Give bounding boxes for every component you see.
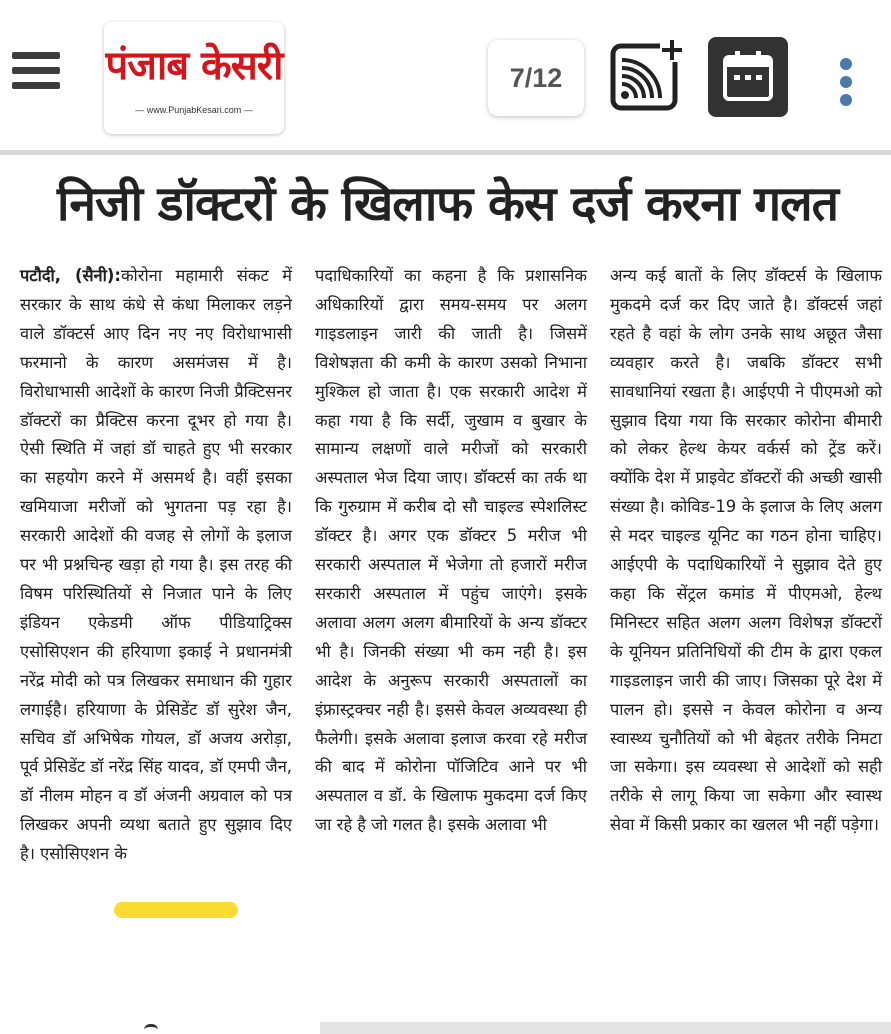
column-1-body: कोरोना महामारी संकट में सरकार के साथ कंधे से कंधा मिलाकर लड़ने वाले डॉक्टर्स आए दिन नए नए विरोधाभासी फरमानो के कारण असमंजस में है। विरोधाभासी आदेशों के कारण निजी प्रैक्टिसनर डॉक्टरों का प्रैक्टिस करना दूभर हो गया है। ऐसी स्थिति में जहां डॉ चाहते हुए भी सरकार का सहयोग करने में असमर्थ है। वहीं इसका खमियाजा मरीजों को भुगतना पड़ रहा है। सरकारी आदेशों की वजह से लोगों के इलाज पर भी प्रश्नचिन्ह खड़ा हो गया है। इस तरह की विषम परिस्थितियों से निजात पाने के लिए इंडियन एकेडमी ऑफ पीडियाट्रिक्स एसोसिएशन की हरियाणा इकाई ने प्रधानमंत्री नरेंद्र मोदी को पत्र लिखकर समाधान की गुहार लगाईहै। हरियाणा के प्रेसिडेंट डॉ सुरेश जैन, सचिव डॉ अभिषेक गोयल, डॉ अजय अरोड़ा, पूर्व प्रेसिडेंट डॉ नरेंद्र सिंह यादव, डॉ एमपी जैन, डॉ नीलम मोहन व डॉ अंजनी अग्रवाल को पत्र लिखकर अपनी व्यथा बताते हुए सुझाव दिए है। एसोसिएशन के [20,266,293,864]
logo-title: पंजाब केसरी [105,43,283,89]
next-article-fragment [144,1024,158,1034]
menu-line [12,52,60,59]
punjab-kesari-logo[interactable] [104,22,284,134]
logo-url: — www.PunjabKesari.com — [135,105,253,115]
article-headline: निजी डॉक्टरों के खिलाफ केस दर्ज करना गलत [56,176,839,232]
column-3-body: अन्य कई बातों के लिए डॉक्टर्स के खिलाफ मुकदमे दर्ज कर दिए जाते है। डॉक्टर्स जहां रहते है वहां के लोग उनके साथ अछूत जैसा व्यवहार करते है। जबकि डॉक्टर सभी सावधानियां रखता है। आईएपी ने पीएमओ को सुझाव दिया गया कि सरकार कोरोना बीमारी को लेकर हेल्थ केयर वर्कर्स को ट्रेंड करें। क्योंकि देश में प्राइवेट डॉक्टरों की अच्छी खासी संख्या है। कोविड-19 के इलाज के लिए अलग से मदर चाइल्ड यूनिट का गठन होना चाहिए। आईएपी के पदाधिकारियों ने सुझाव देते हुए कहा कि सेंट्रल कमांड में पीएमओ, हेल्थ मिनिस्टर सहित अलग अलग विशेषज्ञ डॉक्टरों के यूनियन प्रतिनिधियों की टीम के द्वारा एकल गाइडलाइन जारी की जाए। जिसका पूरे देश में पालन हो। इससे न केवल कोरोना व अन्य स्वास्थ्य चुनौतियों को भी बेहतर तरीके निमटा जा सकेगा। इस व्यवस्था से आदेशों को सही तरीके से लागू किया जा सकेगा और स्वास्थ सेवा में किसी प्रकार का खलल भी नहीं पड़ेगा। [610,266,882,835]
more-dot [840,58,852,70]
column-1-text [20,262,292,869]
page-counter[interactable]: 7/12 [488,40,584,116]
next-article-strip [320,1022,891,1034]
column-2-body: पदाधिकारियों का कहना है कि प्रशासनिक अधिकारियों द्वारा समय-समय पर अलग गाइडलाइन जारी की जाती है। जिसमें विशेषज्ञता की कमी के कारण उसको निभाना मुश्किल हो जाता है। एक सरकारी आदेश में कहा गया है कि सर्दी, जुखाम व बुखार के सामान्य लक्षणों वाले मरीजों को सरकारी अस्पताल भेज दिया जाए। डॉक्टर्स का तर्क था कि गुरुग्राम में करीब दो सौ चाइल्ड स्पेशलिस्ट डॉक्टर है। अगर एक डॉक्टर 5 मरीज भी सरकारी अस्पताल में भेजेगा तो हजारों मरीज सरकारी अस्पताल में पहुंच जाएंगे। इसके अलावा अलग अलग बीमारियों के अन्य डॉक्टर भी है। जिनकी संख्या भी कम नही है। इस आदेश के अनुरूप सरकारी अस्पतालों का इंफ्रास्ट्रक्चर नही है। इससे केवल अव्यवस्था ही फैलेगी। इसके अलावा इलाज करवा रहे मरीज की बाद में कोरोना पॉजिटिव आने पर भी अस्पताल व डॉ. के खिलाफ मुकदमा दर्ज किए जा रहे है जो गलत है। इसके अलावा भी [315,266,587,835]
dateline: पटौदी, (सैनी): [20,266,121,285]
hamburger-menu-icon[interactable] [12,50,62,94]
menu-line [12,67,60,74]
more-vertical-icon[interactable] [834,56,860,112]
redaction-highlight [114,902,238,918]
more-dot [840,76,852,88]
menu-line [12,82,60,89]
article-body [20,262,882,992]
calendar-icon[interactable] [708,37,788,117]
more-dot [840,94,852,106]
article-column-1 [20,262,292,869]
header-divider [0,150,891,155]
article-column-2 [315,262,587,840]
rss-feed-add-icon[interactable] [610,38,684,112]
top-app-bar [0,0,891,150]
article-column-3 [610,262,882,840]
